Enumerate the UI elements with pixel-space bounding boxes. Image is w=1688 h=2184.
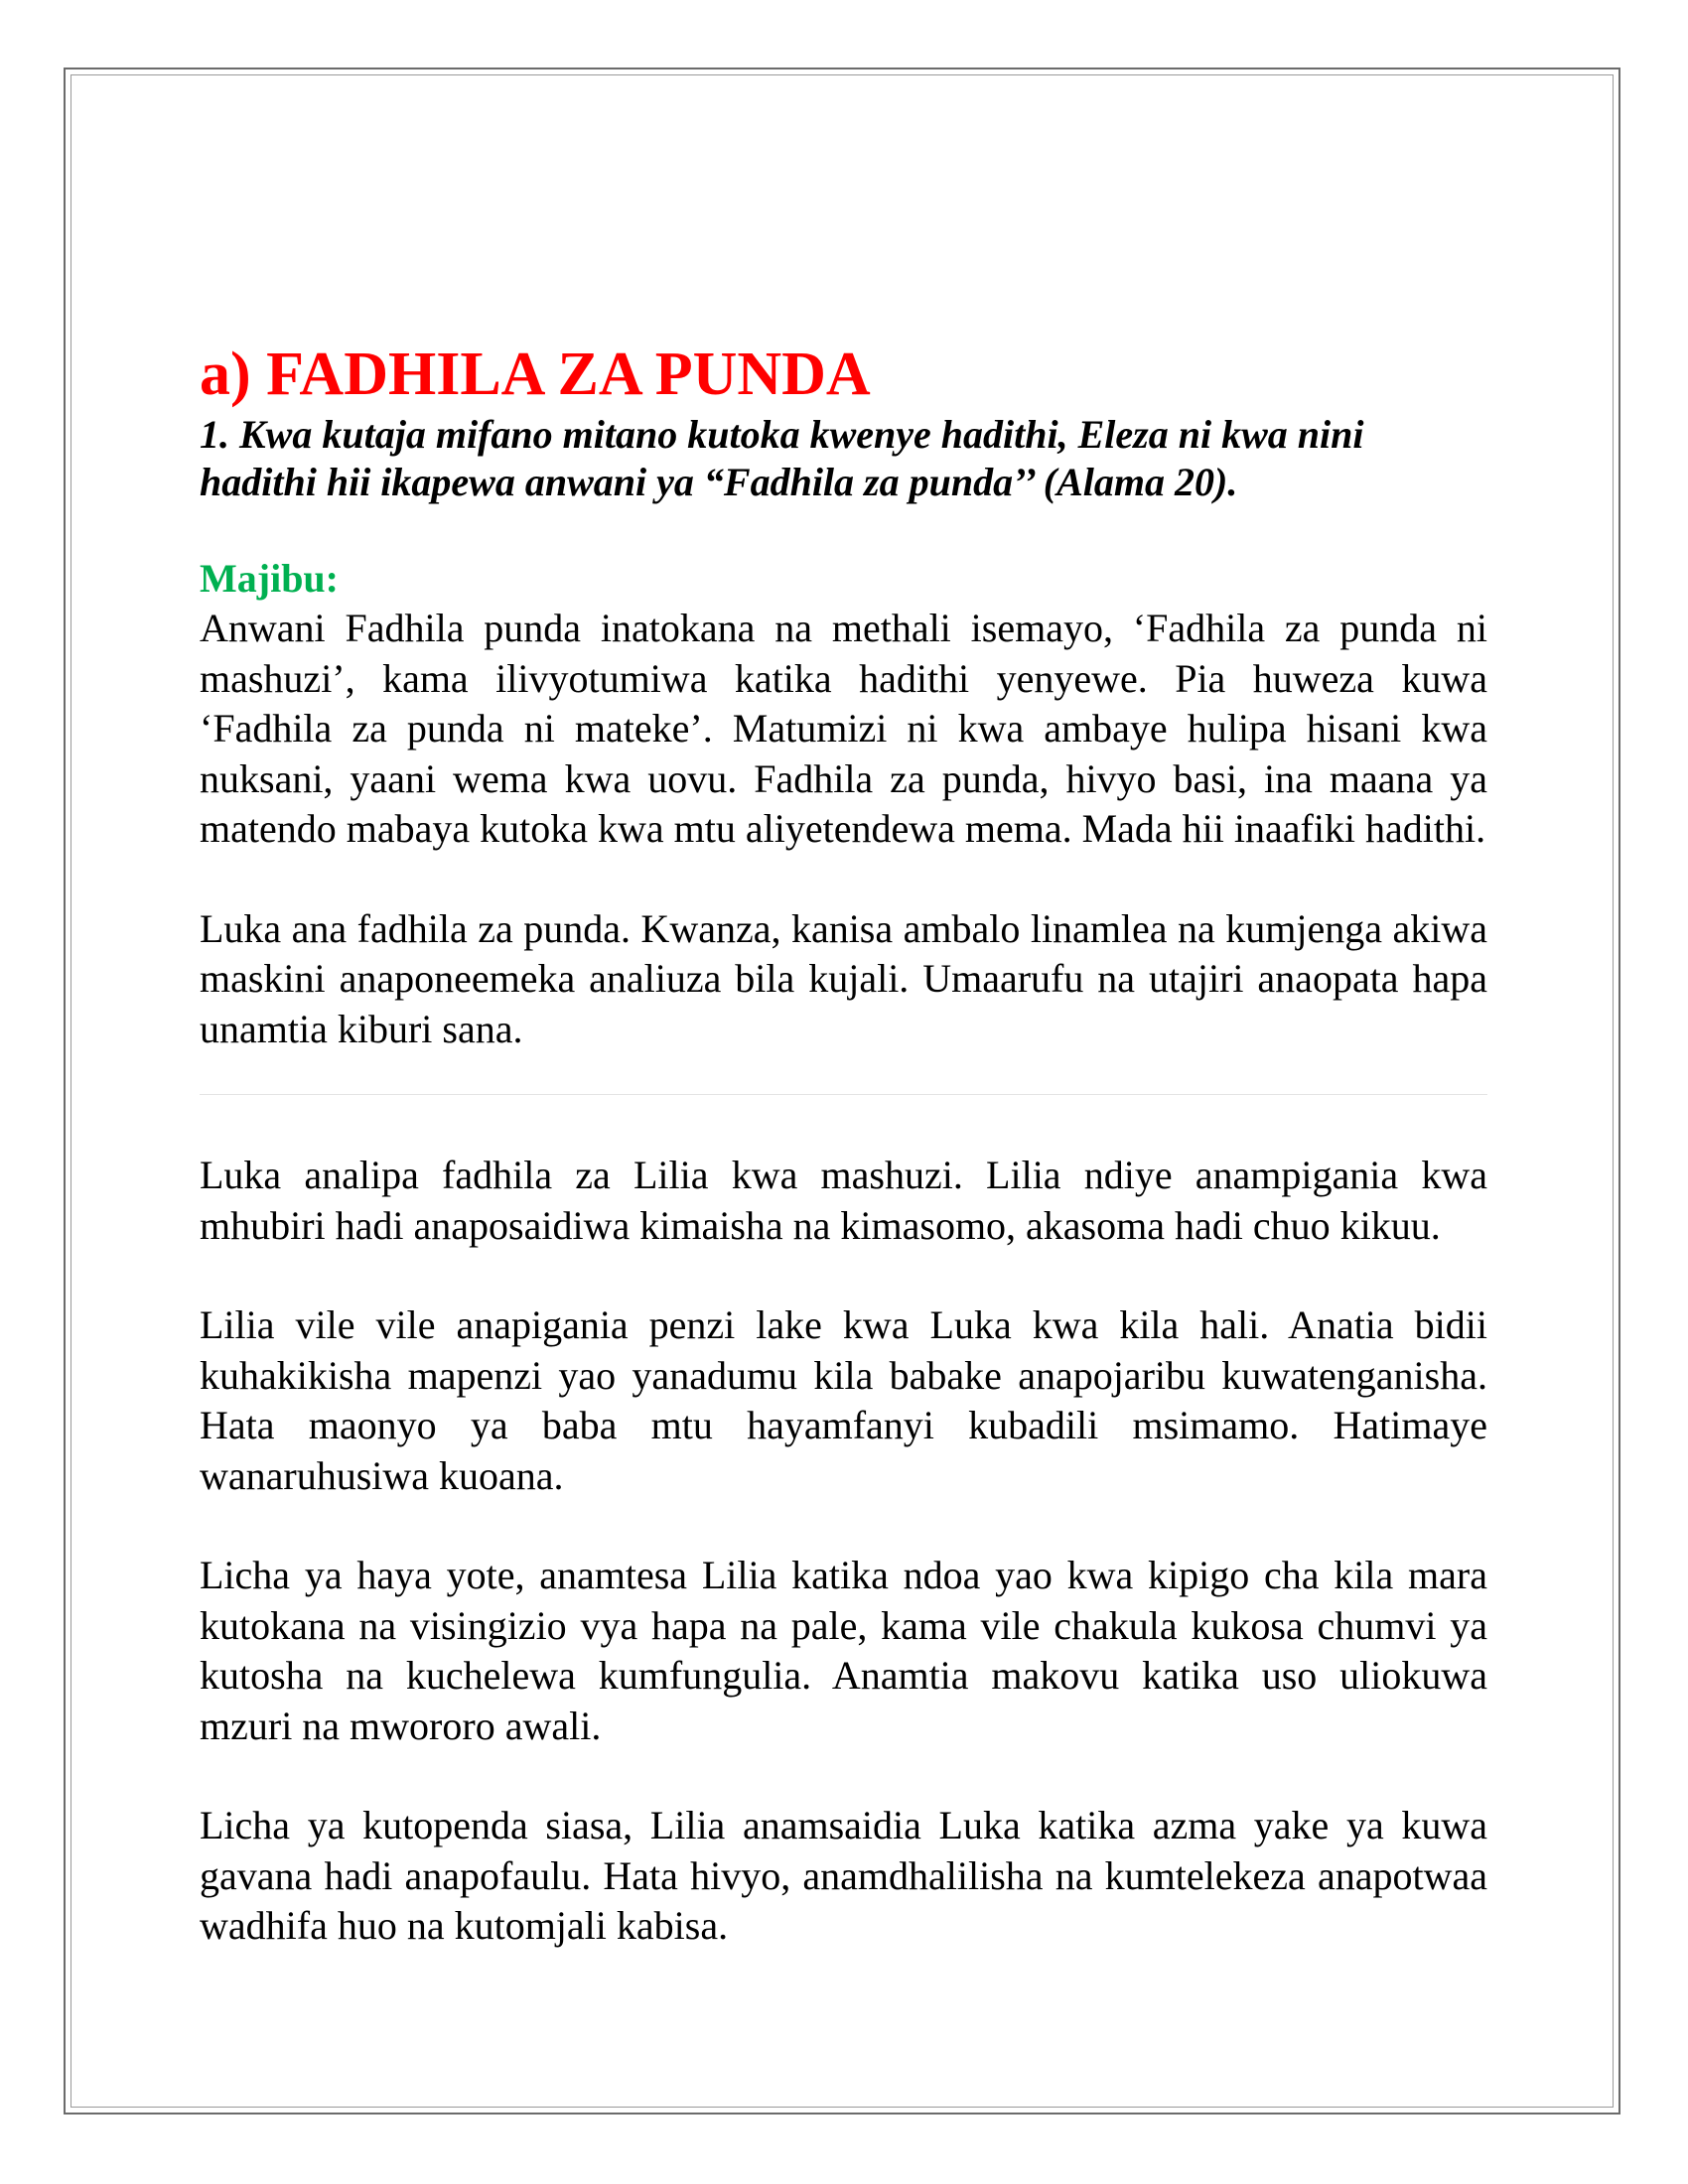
section-heading: a) FADHILA ZA PUNDA bbox=[200, 341, 871, 408]
document-body bbox=[200, 338, 1487, 1952]
answer-paragraph-3: Luka analipa fadhila za Lilia kwa mashuzi. Lilia ndiye anampigania kwa mhubiri hadi anaposaidiwa kimaisha na kimasomo, akasoma hadi chuo kikuu. bbox=[200, 1153, 1487, 1248]
answer-paragraph-6: Licha ya kutopenda siasa, Lilia anamsaidia Luka katika azma yake ya kuwa gavana hadi anapofaulu. Hata hivyo, anamdhalilisha na kumtelekeza anapotwaa wadhifa huo na kutomjali kabisa. bbox=[200, 1803, 1487, 1948]
answer-paragraph-4: Lilia vile vile anapigania penzi lake kwa Luka kwa kila hali. Anatia bidii kuhakikisha mapenzi yao yanadumu kila babake anapojaribu kuwatenganisha. Hata maonyo ya baba mtu hayamfanyi kubadili msimamo. Hatimaye wanaruhusiwa kuoana. bbox=[200, 1302, 1487, 1498]
page-divider bbox=[200, 1094, 1487, 1095]
answer-paragraph-2: Luka ana fadhila za punda. Kwanza, kanisa ambalo linamlea na kumjenga akiwa maskini anaponeemeka analiuza bila kujali. Umaarufu na utajiri anaopata hapa unamtia kiburi sana. bbox=[200, 905, 1487, 1051]
question-text: 1. Kwa kutaja mifano mitano kutoka kwenye hadithi, Eleza ni kwa nini hadithi hii ikapewa anwani ya “Fadhila za punda’’ (Alama 20). bbox=[200, 412, 1364, 504]
answer-paragraph-5: Licha ya haya yote, anamtesa Lilia katika ndoa yao kwa kipigo cha kila mara kutokana na visingizio vya hapa na pale, kama vile chakula kukosa chumvi ya kutosha na kuchelewa kumfungulia. Anamtia makovu katika uso uliokuwa mzuri na mwororo awali. bbox=[200, 1553, 1487, 1748]
answer-paragraph-1: Anwani Fadhila punda inatokana na methali isemayo, ‘Fadhila za punda ni mashuzi’, kama ilivyotumiwa katika hadithi yenyewe. Pia huweza kuwa ‘Fadhila za punda ni mateke’. Matumizi ni kwa ambaye hulipa hisani kwa nuksani, yaani wema kwa uovu. Fadhila za punda, hivyo basi, ina maana ya matendo mabaya kutoka kwa mtu aliyetendewa mema. Mada hii inaafiki hadithi. bbox=[200, 606, 1487, 851]
answer-label: Majibu: bbox=[200, 556, 339, 601]
